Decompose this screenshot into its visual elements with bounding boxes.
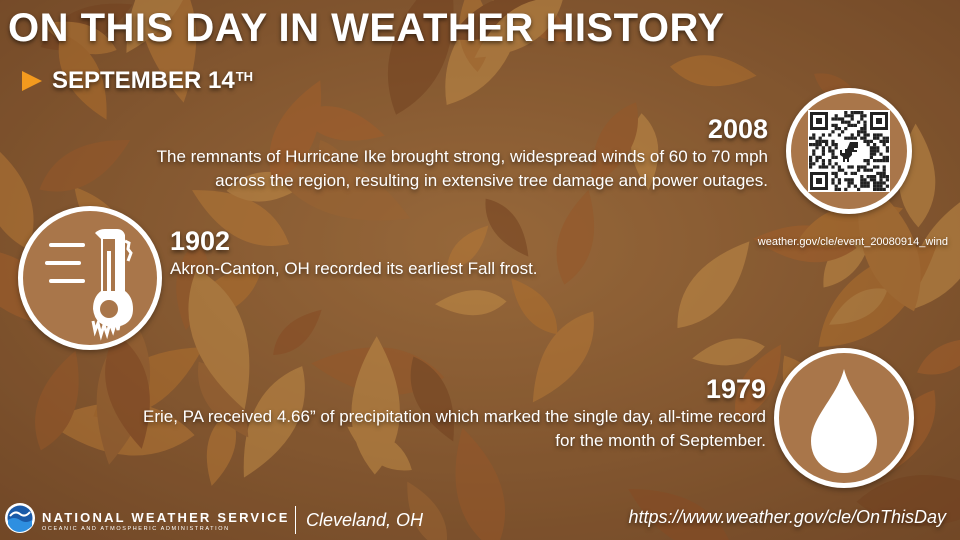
qr-module [838, 127, 841, 130]
qr-module [879, 153, 882, 156]
qr-module [863, 127, 866, 130]
qr-module [812, 149, 815, 152]
qr-module [844, 111, 847, 114]
qr-module [857, 121, 860, 124]
qr-module [886, 175, 889, 178]
agency-name: NATIONAL WEATHER SERVICE [42, 510, 290, 525]
qr-module [873, 143, 876, 146]
site-url-link[interactable]: https://www.weather.gov/cle/OnThisDay [628, 507, 946, 527]
raindrop-badge [774, 348, 914, 488]
qr-module [863, 133, 866, 136]
qr-module [879, 133, 882, 136]
qr-module [883, 137, 886, 140]
qr-module [876, 137, 879, 140]
raindrop-icon [779, 353, 909, 483]
qr-module [854, 185, 857, 188]
qr-module [838, 133, 841, 136]
qr-module [883, 175, 886, 178]
qr-module [847, 165, 850, 168]
qr-module [822, 149, 825, 152]
qr-module [835, 172, 838, 175]
qr-module [883, 165, 886, 168]
qr-module [831, 153, 834, 156]
event-description: Akron-Canton, OH recorded its earliest Fall frost. [170, 259, 538, 278]
qr-module [870, 178, 873, 181]
qr-module [867, 143, 870, 146]
qr-module [838, 169, 841, 172]
qr-module [838, 165, 841, 168]
qr-module [825, 165, 828, 168]
qr-module [860, 137, 863, 140]
qr-module [847, 178, 850, 181]
event-2008 [128, 114, 768, 193]
noaa-logo-icon [4, 502, 36, 534]
qr-module [851, 133, 854, 136]
qr-module [815, 156, 818, 159]
qr-module [854, 124, 857, 127]
qr-module [867, 185, 870, 188]
qr-module [883, 159, 886, 162]
qr-module [867, 162, 870, 165]
qr-module [847, 137, 850, 140]
qr-module [828, 159, 831, 162]
qr-module [886, 146, 889, 149]
qr-module [863, 165, 866, 168]
event-year: 2008 [707, 114, 768, 144]
qr-module [886, 178, 889, 181]
qr-module [844, 114, 847, 117]
qr-module [876, 181, 879, 184]
qr-module [879, 185, 882, 188]
qr-module [851, 124, 854, 127]
qr-module [860, 111, 863, 114]
qr-module [879, 188, 882, 191]
qr-module [873, 159, 876, 162]
qr-code-icon[interactable] [808, 110, 890, 192]
qr-module [870, 169, 873, 172]
qr-module [863, 178, 866, 181]
qr-module [873, 165, 876, 168]
qr-module [863, 124, 866, 127]
qr-module [812, 143, 815, 146]
qr-module [822, 140, 825, 143]
qr-module [851, 117, 854, 120]
qr-module [857, 165, 860, 168]
qr-module [867, 159, 870, 162]
qr-module [863, 114, 866, 117]
office-name: Cleveland, OH [306, 510, 424, 530]
qr-module [870, 156, 873, 159]
qr-module [844, 137, 847, 140]
qr-module [812, 162, 815, 165]
qr-module [879, 175, 882, 178]
dinosaur-icon [838, 140, 860, 162]
qr-module [847, 181, 850, 184]
qr-module [812, 153, 815, 156]
qr-module [838, 181, 841, 184]
qr-module [867, 133, 870, 136]
qr-module [831, 130, 834, 133]
qr-module [819, 156, 822, 159]
qr-module [876, 188, 879, 191]
qr-module [809, 137, 812, 140]
qr-module [857, 130, 860, 133]
event-description: The remnants of Hurricane Ike brought strong, widespread winds of 60 to 70 mph across the region, resulting in extensive tree damage and power outages. [156, 147, 768, 190]
qr-module [831, 117, 834, 120]
qr-module [819, 143, 822, 146]
qr-module [838, 117, 841, 120]
qr-module [851, 111, 854, 114]
qr-module [809, 156, 812, 159]
qr-module [886, 156, 889, 159]
qr-code-badge[interactable] [786, 88, 912, 214]
qr-module [857, 188, 860, 191]
qr-module [863, 121, 866, 124]
qr-module [860, 130, 863, 133]
qr-module [883, 156, 886, 159]
qr-module [876, 185, 879, 188]
qr-module [815, 143, 818, 146]
event-1979 [126, 374, 766, 453]
agency-subtitle: OCEANIC AND ATMOSPHERIC ADMINISTRATION [42, 526, 230, 532]
qr-module [831, 140, 834, 143]
qr-module [860, 178, 863, 181]
qr-module [831, 143, 834, 146]
qr-module [851, 178, 854, 181]
frozen-thermometer-icon [23, 211, 157, 345]
qr-module [825, 140, 828, 143]
qr-module [860, 165, 863, 168]
qr-module [822, 133, 825, 136]
qr-module [873, 146, 876, 149]
event-year: 1979 [705, 374, 766, 404]
qr-module [883, 143, 886, 146]
qr-module [835, 127, 838, 130]
qr-module [854, 172, 857, 175]
qr-module [841, 117, 844, 120]
qr-module [883, 140, 886, 143]
date-suffix: TH [235, 69, 254, 84]
qr-module [815, 146, 818, 149]
qr-module [854, 111, 857, 114]
qr-module [886, 149, 889, 152]
qr-module [841, 169, 844, 172]
qr-module [831, 156, 834, 159]
page-title: ON THIS DAY IN WEATHER HISTORY [8, 6, 725, 50]
qr-module [844, 188, 847, 191]
qr-module [847, 124, 850, 127]
qr-module [812, 137, 815, 140]
qr-module [835, 117, 838, 120]
qr-module [886, 137, 889, 140]
qr-module [835, 146, 838, 149]
qr-module [860, 127, 863, 130]
qr-module [863, 137, 866, 140]
qr-module [883, 181, 886, 184]
qr-module [870, 153, 873, 156]
qr-module [815, 140, 818, 143]
qr-module [828, 133, 831, 136]
qr-module [809, 159, 812, 162]
qr-module [873, 149, 876, 152]
qr-module [879, 172, 882, 175]
qr-module [863, 169, 866, 172]
event-description: Erie, PA received 4.66” of precipitation which marked the single day, all-time record for the month of September. [143, 407, 766, 450]
qr-module [831, 172, 834, 175]
qr-module [886, 185, 889, 188]
qr-module [844, 172, 847, 175]
qr-module [851, 114, 854, 117]
qr-module [860, 181, 863, 184]
qr-module [831, 124, 834, 127]
qr-module [822, 165, 825, 168]
qr-module [831, 149, 834, 152]
qr-module [844, 127, 847, 130]
qr-module [873, 185, 876, 188]
qr-module [876, 149, 879, 152]
qr-module [860, 175, 863, 178]
qr-module [883, 169, 886, 172]
qr-module [879, 178, 882, 181]
qr-module [873, 181, 876, 184]
qr-module [835, 124, 838, 127]
qr-module [876, 159, 879, 162]
qr-module [867, 175, 870, 178]
qr-module [835, 143, 838, 146]
qr-module [873, 153, 876, 156]
qr-module [873, 178, 876, 181]
qr-module [883, 172, 886, 175]
qr-module [809, 165, 812, 168]
qr-module [867, 169, 870, 172]
qr-module [863, 130, 866, 133]
qr-module [835, 188, 838, 191]
qr-module [873, 133, 876, 136]
qr-module [857, 133, 860, 136]
qr-module [825, 143, 828, 146]
qr-module [873, 188, 876, 191]
qr-module [838, 178, 841, 181]
qr-module [879, 140, 882, 143]
qr-module [863, 185, 866, 188]
qr-module [876, 165, 879, 168]
qr-module [835, 185, 838, 188]
qr-module [873, 175, 876, 178]
qr-module [863, 159, 866, 162]
qr-module [851, 181, 854, 184]
qr-module [809, 162, 812, 165]
qr-module [863, 181, 866, 184]
qr-module [879, 159, 882, 162]
qr-module [819, 137, 822, 140]
qr-module [851, 165, 854, 168]
qr-module [844, 121, 847, 124]
qr-module [822, 153, 825, 156]
qr-module [883, 188, 886, 191]
qr-module [847, 114, 850, 117]
qr-module [835, 156, 838, 159]
event-link[interactable]: weather.gov/cle/event_20080914_wind [757, 236, 948, 248]
qr-module [876, 146, 879, 149]
qr-module [870, 140, 873, 143]
qr-module [857, 111, 860, 114]
qr-module [819, 165, 822, 168]
qr-module [815, 159, 818, 162]
qr-module [828, 146, 831, 149]
qr-module [876, 133, 879, 136]
event-1902 [170, 226, 690, 281]
qr-module [851, 172, 854, 175]
qr-module [860, 185, 863, 188]
qr-module [886, 140, 889, 143]
qr-module [867, 181, 870, 184]
qr-module [867, 140, 870, 143]
qr-module [809, 143, 812, 146]
qr-module [841, 121, 844, 124]
arrow-right-icon [22, 71, 42, 91]
qr-module [857, 169, 860, 172]
qr-module [847, 121, 850, 124]
qr-module [844, 178, 847, 181]
qr-module [876, 172, 879, 175]
qr-module [838, 188, 841, 191]
qr-module [812, 133, 815, 136]
qr-module [847, 185, 850, 188]
qr-module [870, 146, 873, 149]
qr-module [863, 140, 866, 143]
date-label [52, 67, 253, 95]
qr-module [860, 117, 863, 120]
qr-module [835, 114, 838, 117]
qr-module [886, 159, 889, 162]
qr-module [831, 178, 834, 181]
qr-module [835, 162, 838, 165]
qr-module [870, 149, 873, 152]
qr-module [879, 181, 882, 184]
date-row [22, 64, 253, 98]
qr-module [860, 114, 863, 117]
qr-module [828, 162, 831, 165]
qr-module [835, 175, 838, 178]
qr-module [819, 140, 822, 143]
qr-module [841, 130, 844, 133]
frozen-thermometer-badge [18, 206, 162, 350]
footer-divider [295, 506, 296, 534]
qr-module [831, 165, 834, 168]
qr-module [822, 162, 825, 165]
event-year: 1902 [170, 226, 231, 256]
qr-module [822, 159, 825, 162]
date-text: SEPTEMBER 14 [52, 67, 235, 94]
qr-module [831, 181, 834, 184]
qr-module [851, 137, 854, 140]
qr-module [870, 175, 873, 178]
qr-module [822, 146, 825, 149]
qr-module [828, 149, 831, 152]
qr-module [873, 137, 876, 140]
qr-module [854, 137, 857, 140]
